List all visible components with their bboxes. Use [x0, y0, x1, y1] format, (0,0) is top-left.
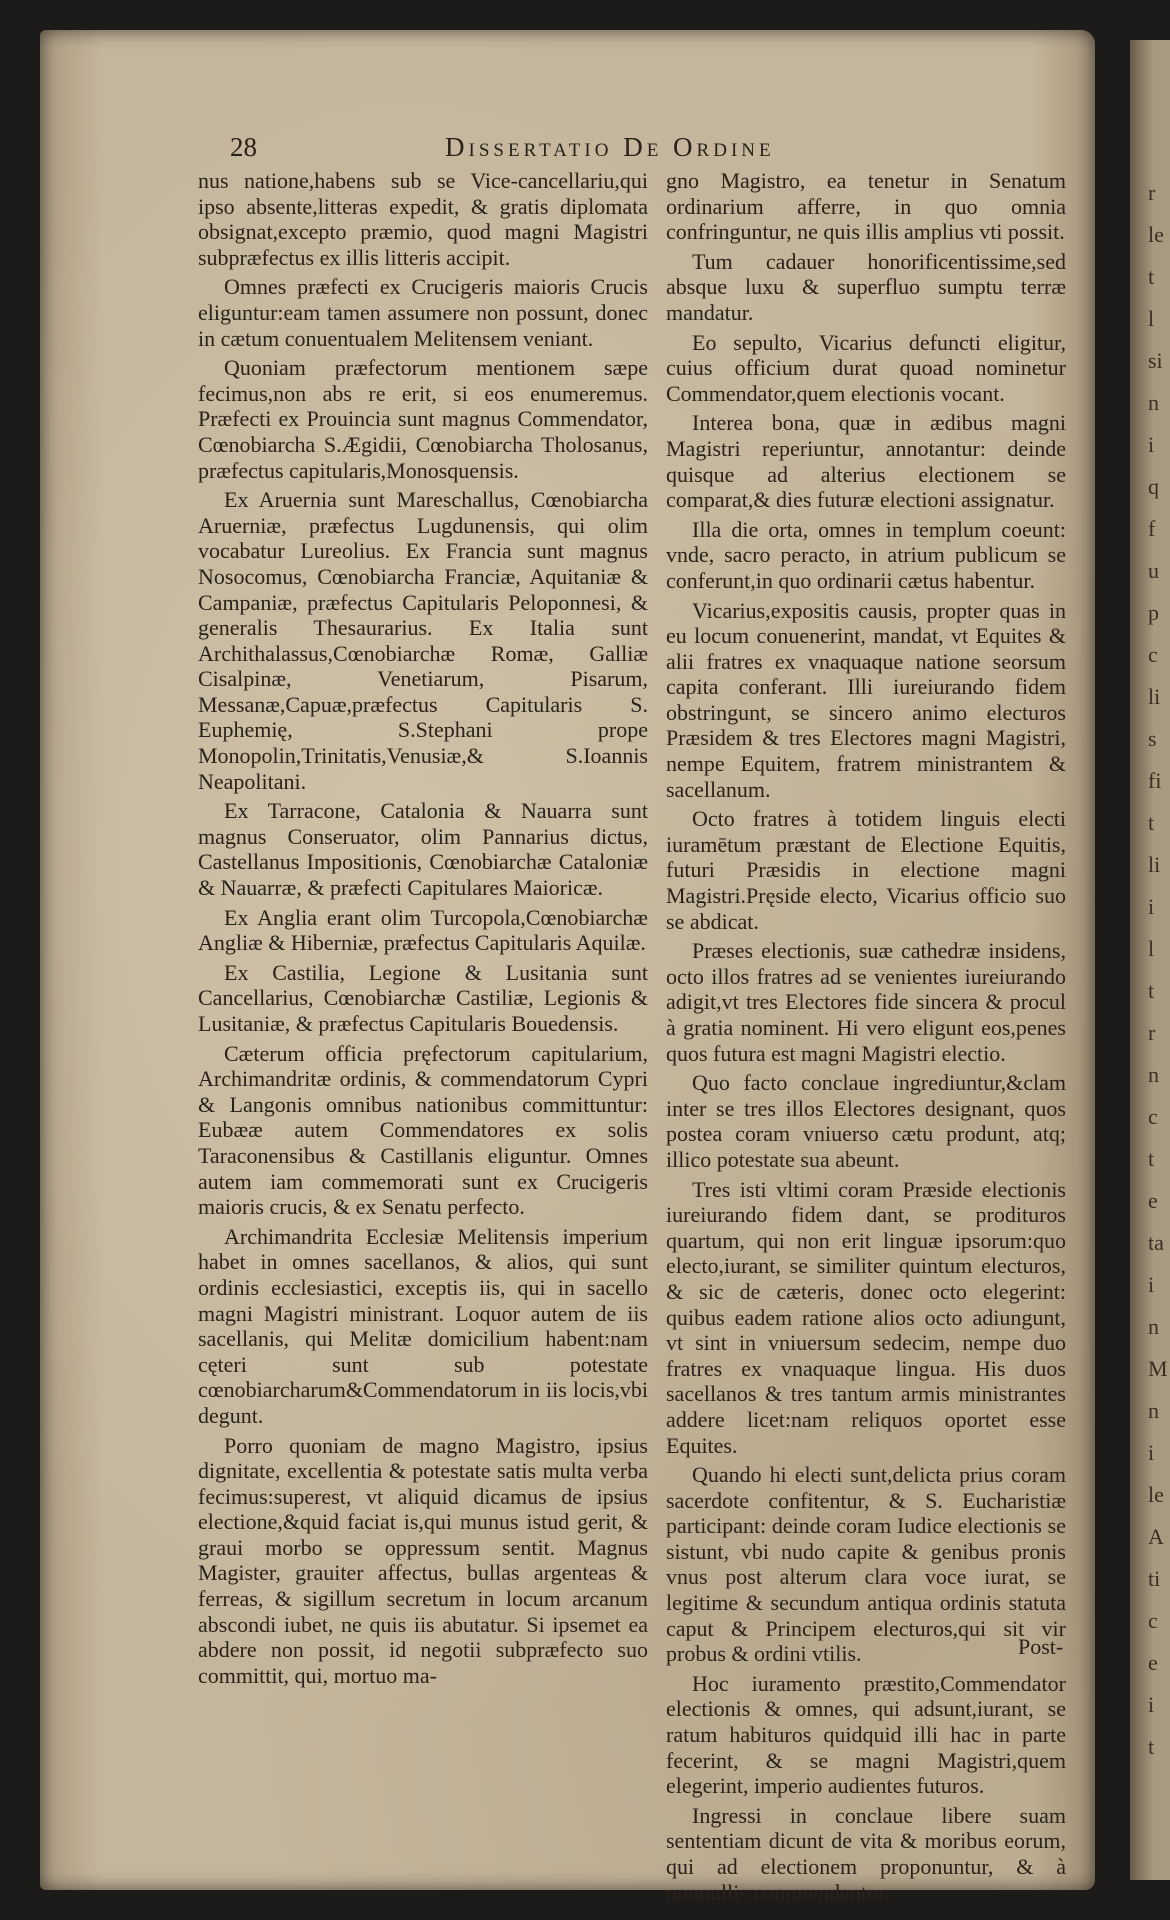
adjacent-page-fragment: li	[1148, 684, 1161, 709]
adjacent-page-fragment: fi	[1148, 768, 1162, 793]
adjacent-page-fragment: A	[1148, 1524, 1164, 1549]
paragraph: Omnes præfecti ex Crucigeris maioris Crucis eliguntur:eam tamen assumere non possunt, donec in cætum conuentualem Melitensem veniant.	[198, 274, 648, 351]
paragraph: Quando hi electi sunt,delicta prius coram sacerdote confitentur, & S. Eucharistiæ participant: deinde coram Iudice electionis se sistunt, vbi nudo capite & genibus pronis vnus post alterum clara voce iurat, se legitime & secundum antiqua ordinis statuta caput & Principem electuros,qui sit vir probus & ordini vtilis.	[666, 1462, 1066, 1667]
paragraph: Ex Tarracone, Catalonia & Nauarra sunt magnus Conseruator, olim Pannarius dictus, Castellanus Impositionis, Cœnobiarchæ Cataloniæ & Nauarræ, & præfecti Capitulares Maioricæ.	[198, 798, 648, 901]
left-column	[198, 168, 648, 1692]
adjacent-page-fragment: e	[1148, 1188, 1158, 1213]
adjacent-page-fragment: le	[1148, 222, 1164, 247]
adjacent-page-fragment: t	[1148, 978, 1155, 1003]
paragraph: Porro quoniam de magno Magistro, ipsius dignitate, excellentia & potestate satis multa verba fecimus:superest, vt aliquid dicamus de ipsius electione,&quid faciat is,qui munus istud gerit, & graui morbo se oppressum sentit. Magnus Magister, grauiter affectus, bullas argenteas & ferreas, & sigillum secretum in locum arcanum abscondi iubet, ne quis iis abutatur. Si ipsemet ea abdere non possit, id negotii subpræfecto suo committit, qui, mortuo ma-	[198, 1432, 648, 1688]
adjacent-page-edge	[1130, 40, 1170, 1880]
adjacent-page-fragment: l	[1148, 936, 1155, 961]
adjacent-page-fragment: r	[1148, 180, 1156, 205]
adjacent-page-fragment: t	[1148, 1734, 1155, 1759]
paragraph: gno Magistro, ea tenetur in Senatum ordinarium afferre, in quo omnia confringuntur, ne quis illis amplius vti possit.	[666, 168, 1066, 245]
paragraph: Præses electionis, suæ cathedræ insidens, octo illos fratres ad se venientes iureiurando adigit,vt tres Electores fide sincera & procul à gratia nominent. Hi vero eligunt eos,penes quos futura est magni Magistri electio.	[666, 938, 1066, 1066]
paragraph: Quo facto conclaue ingrediuntur,&clam inter se tres illos Electores designant, quos postea coram vniuerso cætu produnt, atq; illico potestate sua abeunt.	[666, 1070, 1066, 1172]
adjacent-page-fragment: p	[1148, 600, 1159, 625]
paragraph: Ingressi in conclaue libere suam sententiam dicunt de vita & moribus eorum, qui ad electionem proponuntur, & à nonnullis commendantur.	[666, 1802, 1066, 1905]
adjacent-page-fragment: c	[1148, 1608, 1158, 1633]
adjacent-page-fragment: i	[1148, 894, 1155, 919]
adjacent-page-fragment: r	[1148, 1020, 1156, 1045]
adjacent-page-fragment: c	[1148, 642, 1158, 667]
paragraph: Eo sepulto, Vicarius defuncti eligitur, cuius officium durat quoad nominetur Commendator,quem electionis vocant.	[666, 329, 1066, 406]
adjacent-page-fragment: q	[1148, 474, 1159, 499]
adjacent-page-fragment: n	[1148, 390, 1159, 415]
adjacent-page-fragment: t	[1148, 1146, 1155, 1171]
adjacent-page-fragment: i	[1148, 1440, 1155, 1465]
paragraph: Illa die orta, omnes in templum coeunt: vnde, sacro peracto, in atrium publicum se conferunt,in quo ordinarii cætus habentur.	[666, 516, 1066, 593]
adjacent-page-fragment: c	[1148, 1104, 1158, 1129]
paragraph: Quoniam præfectorum mentionem sæpe fecimus,non abs re erit, si eos enumeremus. Præfecti ex Prouincia sunt magnus Commendator, Cœnobiarcha S.Ægidii, Cœnobiarcha Tholosanus, præfectus capitularis,Monosquensis.	[198, 355, 648, 483]
adjacent-page-fragment: n	[1148, 1314, 1159, 1339]
adjacent-page-fragment: l	[1148, 306, 1155, 331]
adjacent-page-fragment: f	[1148, 516, 1156, 541]
adjacent-page-fragment: ta	[1148, 1230, 1164, 1255]
adjacent-page-fragment: i	[1148, 432, 1155, 457]
paragraph: Interea bona, quæ in ædibus magni Magistri reperiuntur, annotantur: deinde quisque ad alterius electionem se comparat,& dies futuræ electioni assignatur.	[666, 410, 1066, 513]
adjacent-page-fragment: s	[1148, 726, 1157, 751]
adjacent-page-fragment: u	[1148, 558, 1159, 583]
paragraph: Tum cadauer honorificentissime,sed absque luxu & superfluo sumptu terræ mandatur.	[666, 248, 1066, 325]
paragraph: nus natione,habens sub se Vice-cancellariu,qui ipso absente,litteras expedit, & gratis diplomata obsignat,excepto præmio, quod magni Magistri subpræfectus ex illis litteris accipit.	[198, 168, 648, 270]
adjacent-page-fragment: si	[1148, 348, 1163, 373]
adjacent-page-fragment: i	[1148, 1272, 1155, 1297]
paragraph: Tres isti vltimi coram Præside electionis iureiurando fidem dant, se prodituros quartum, qui non erit linguæ ipsorum:quo electo,iurant, se similiter quintum electuros, & sic de cæteris, donec octo elegerint: quibus eadem ratione alios octo adiungunt, vt sint in vniuersum sedecim, nempe duo fratres ex vnaquaque lingua. His duos sacellanos & tres tantum armis ministrantes addere licet:nam reliquos oportet esse Equites.	[666, 1176, 1066, 1458]
adjacent-page-fragment: le	[1148, 1482, 1164, 1507]
adjacent-page-fragment: M	[1148, 1356, 1168, 1381]
adjacent-page-fragment: li	[1148, 852, 1161, 877]
paragraph: Ex Anglia erant olim Turcopola,Cœnobiarchæ Angliæ & Hiberniæ, præfectus Capitularis Aquilæ.	[198, 904, 648, 956]
page-number: 28	[230, 132, 257, 162]
catchword: Post-	[1018, 1634, 1064, 1659]
adjacent-page-fragment: t	[1148, 264, 1155, 289]
paragraph: Octo fratres à totidem linguis electi iuramētum præstant de Electione Equitis, futuri Præsidis in electione magni Magistri.Pręside electo, Vicarius officio suo se abdicat.	[666, 806, 1066, 934]
paragraph: Ex Aruernia sunt Mareschallus, Cœnobiarcha Aruerniæ, præfectus Lugdunensis, qui olim vocabatur Lureolius. Ex Francia sunt magnus Nosocomus, Cœnobiarcha Franciæ, Aquitaniæ & Campaniæ, præfectus Capitularis Peloponnesi, & generalis Thesaurarius. Ex Italia sunt Archithalassus,Cœnobiarchæ Romæ, Galliæ Cisalpinæ, Venetiarum, Pisarum, Messanæ,Capuæ,præfectus Capitularis S. Euphemię, S.Stephani prope Monopolin,Trinitatis,Venusiæ,& S.Ioannis Neapolitani.	[198, 487, 648, 794]
adjacent-page-fragment: e	[1148, 1650, 1158, 1675]
adjacent-page-fragment: i	[1148, 1692, 1155, 1717]
paragraph: Vicarius,expositis causis, propter quas in eu locum conuenerint, mandat, vt Equites & alii fratres ex vnaquaque natione seorsum capita conferant. Illi iureiurando fidem obstringunt, se sincero animo electuros Præsidem & tres Electores magni Magistri, nempe Equitem, fratrem ministrantem & sacellanum.	[666, 597, 1066, 802]
adjacent-page-fragment: ti	[1148, 1566, 1161, 1591]
right-column	[666, 168, 1066, 1909]
paragraph: Hoc iuramento præstito,Commendator electionis & omnes, qui adsunt,iurant, se ratum habituros quidquid illi hac in parte fecerint, & se magni Magistri,quem elegerint, imperio audientes futuros.	[666, 1670, 1066, 1799]
paragraph: Ex Castilia, Legione & Lusitania sunt Cancellarius, Cœnobiarchæ Castiliæ, Legionis & Lusitaniæ, & præfectus Capitularis Bouedensis.	[198, 959, 648, 1036]
paragraph: Cæterum officia pręfectorum capitularium, Archimandritæ ordinis, & commendatorum Cypri & Langonis omnibus nationibus committuntur: Eubææ autem Commendatores ex solis Taraconensibus & Castillanis eliguntur. Omnes autem iam commemorati sunt ex Crucigeris maioris crucis, & ex Senatu perfecto.	[198, 1040, 648, 1220]
adjacent-page-fragment: t	[1148, 810, 1155, 835]
adjacent-page-fragment: n	[1148, 1398, 1159, 1423]
adjacent-page-fragment: n	[1148, 1062, 1159, 1087]
paragraph: Archimandrita Ecclesiæ Melitensis imperium habet in omnes sacellanos, & alios, qui sunt ordinis ecclesiastici, exceptis iis, qui in sacello magni Magistri ministrant. Loquor autem de iis sacellanis, qui Melitæ domicilium habent:nam cęteri sunt sub potestate cœnobiarcharum&Commendatorum in iis locis,vbi degunt.	[198, 1223, 648, 1428]
running-title: Dissertatio De Ordine	[445, 132, 775, 162]
